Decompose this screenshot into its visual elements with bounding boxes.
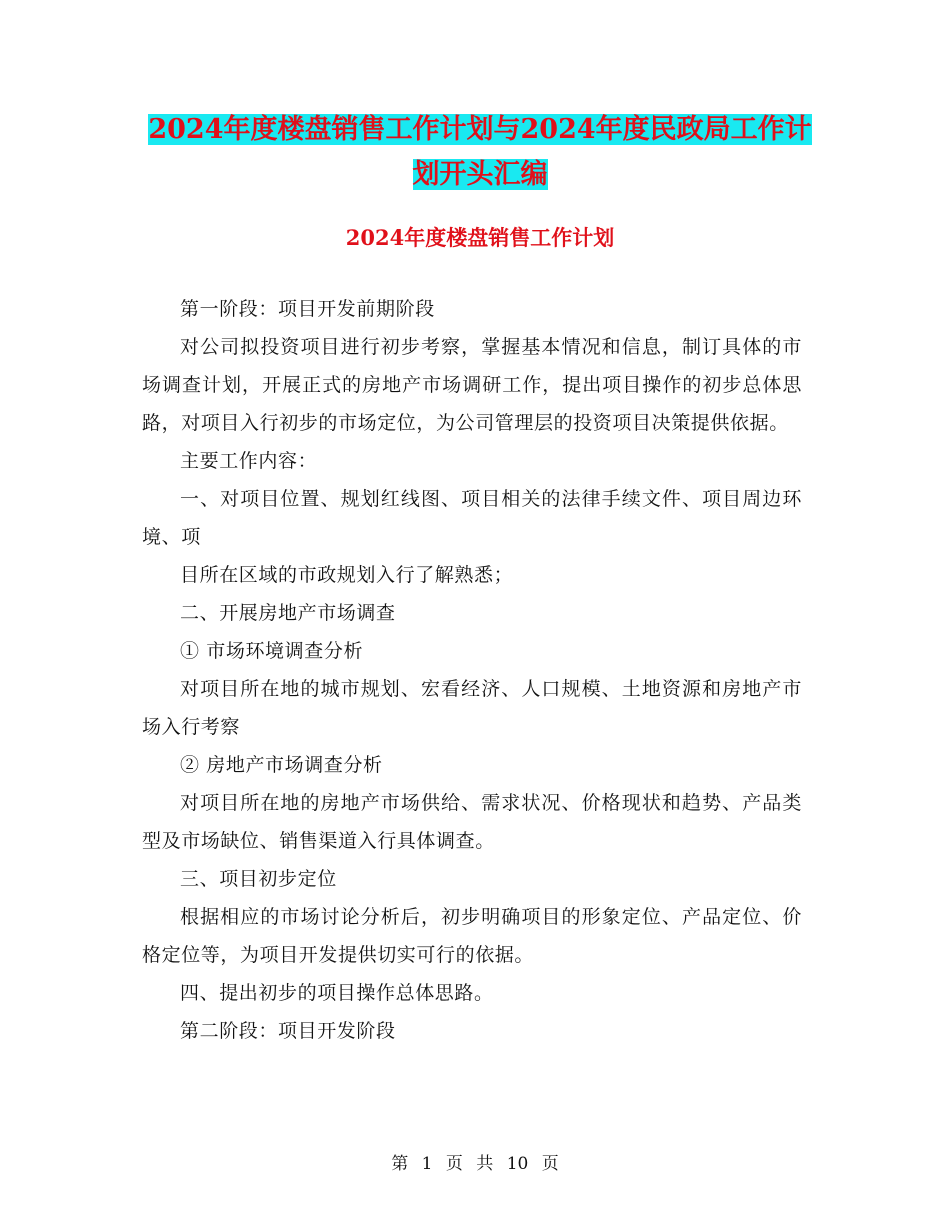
paragraph: 对公司拟投资项目进行初步考察，掌握基本情况和信息，制订具体的市场调查计划，开展正式的房地产市场调研工作，提出项目操作的初步总体思路，对项目入行初步的市场定位，为公司管理层的投资项目决策提供依据。 [142,336,802,434]
paragraph: 主要工作内容： [180,450,318,472]
paragraph: 对项目所在地的房地产市场供给、需求状况、价格现状和趋势、产品类型及市场缺位、销售渠道入行具体调查。 [142,792,802,852]
paragraph: ① 市场环境调查分析 [180,640,364,662]
paragraph: 二、开展房地产市场调查 [180,602,396,624]
document-body [142,290,802,1050]
page-footer: 第 1 页 共 10 页 [391,1154,559,1174]
paragraph: 对项目所在地的城市规划、宏看经济、人口规模、土地资源和房地产市场入行考察 [142,678,802,738]
document-title-line-1 [140,109,820,151]
paragraph: 第二阶段：项目开发阶段 [180,1020,396,1042]
paragraph: 四、提出初步的项目操作总体思路。 [180,982,494,1004]
section-title: 2024年度楼盘销售工作计划 [345,225,615,250]
paragraph: 第一阶段：项目开发前期阶段 [180,298,435,320]
paragraph: ② 房地产市场调查分析 [180,754,383,776]
title-highlight: 2024年度楼盘销售工作计划与2024年度民政局工作计 [148,114,812,145]
paragraph: 一、对项目位置、规划红线图、项目相关的法律手续文件、项目周边环境、项 [142,488,802,548]
paragraph: 三、项目初步定位 [180,868,337,890]
document-title-line-2 [140,154,820,196]
paragraph: 目所在区域的市政规划入行了解熟悉； [180,564,514,586]
title-highlight: 划开头汇编 [412,159,548,190]
paragraph: 根据相应的市场讨论分析后，初步明确项目的形象定位、产品定位、价格定位等，为项目开发提供切实可行的依据。 [142,906,802,966]
